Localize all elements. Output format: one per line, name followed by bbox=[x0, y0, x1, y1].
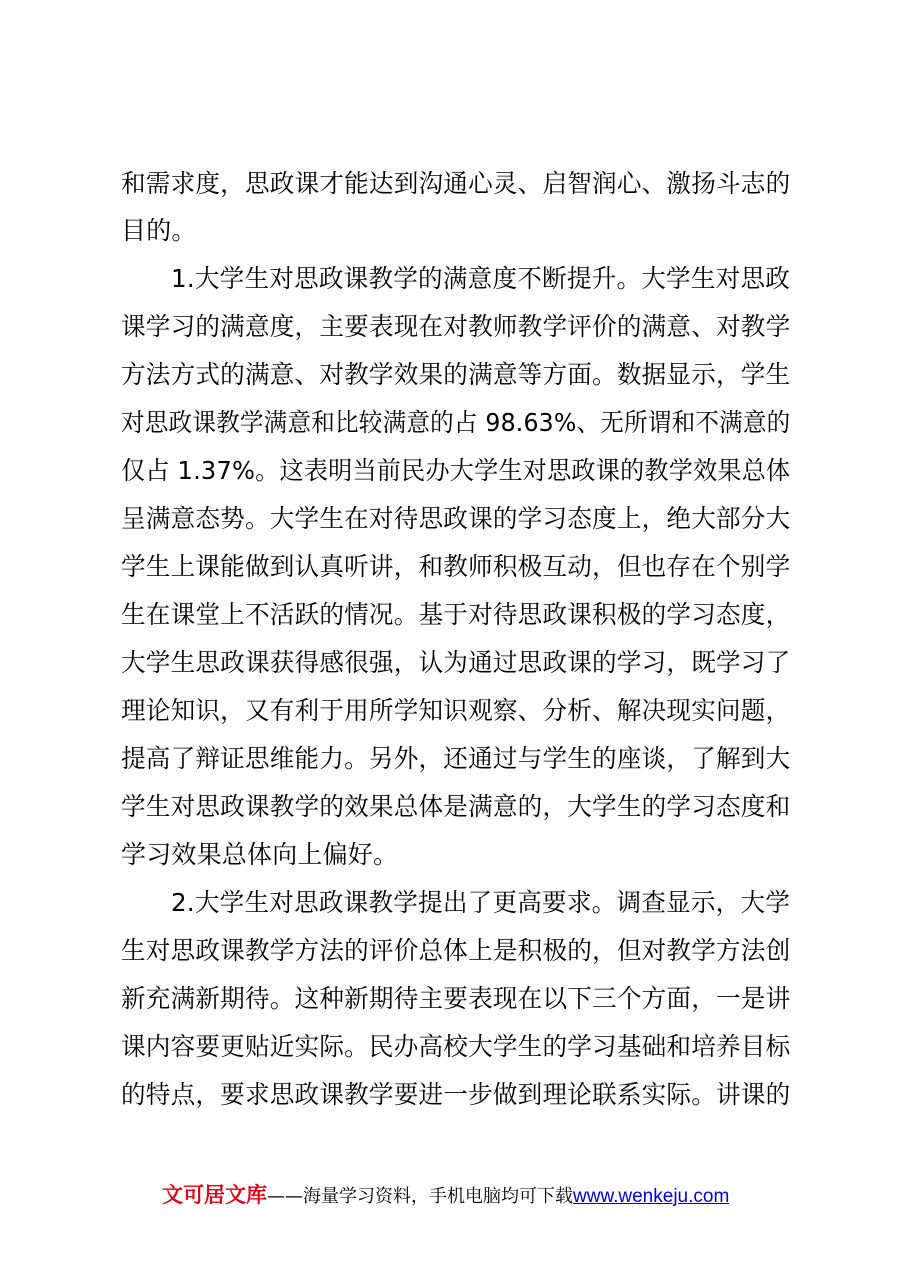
body-line: 的特点，要求思政课教学要进一步做到理论联系实际。讲课的 bbox=[121, 1080, 791, 1109]
body-line: 学生对思政课教学的效果总体是满意的，大学生的学习态度和 bbox=[121, 792, 791, 821]
body-line: 对思政课教学满意和比较满意的占 98.63%、无所谓和不满意的 bbox=[121, 408, 791, 437]
body-line: 提高了辩证思维能力。另外，还通过与学生的座谈，了解到大 bbox=[121, 744, 791, 773]
footer-website-link[interactable]: www.wenkeju.com bbox=[573, 1186, 730, 1207]
body-line: 理论知识，又有利于用所学知识观察、分析、解决现实问题， bbox=[121, 696, 791, 725]
body-line: 新充满新期待。这种新期待主要表现在以下三个方面，一是讲 bbox=[121, 984, 791, 1013]
body-line: 课内容要更贴近实际。民办高校大学生的学习基础和培养目标 bbox=[121, 1032, 791, 1061]
body-line: 学生上课能做到认真听讲，和教师积极互动，但也存在个别学 bbox=[121, 552, 791, 581]
body-line: 学习效果总体向上偏好。 bbox=[121, 840, 399, 869]
footer-tagline: ——海量学习资料，手机电脑均可下载 bbox=[267, 1186, 573, 1207]
body-line: 呈满意态势。大学生在对待思政课的学习态度上，绝大部分大 bbox=[121, 504, 791, 533]
paragraph-1-first-line: 1.大学生对思政课教学的满意度不断提升。大学生对思政 bbox=[171, 264, 791, 293]
page-footer bbox=[162, 1181, 729, 1211]
body-line: 目的。 bbox=[121, 216, 197, 245]
body-line: 仅占 1.37%。这表明当前民办大学生对思政课的教学效果总体 bbox=[121, 456, 791, 485]
body-line: 大学生思政课获得感很强，认为通过思政课的学习，既学习了 bbox=[121, 648, 791, 677]
body-line: 方法方式的满意、对教学效果的满意等方面。数据显示，学生 bbox=[121, 360, 791, 389]
body-line: 课学习的满意度，主要表现在对教师教学评价的满意、对教学 bbox=[121, 312, 791, 341]
body-line: 生在课堂上不活跃的情况。基于对待思政课积极的学习态度， bbox=[121, 600, 791, 629]
body-line: 生对思政课教学方法的评价总体上是积极的，但对教学方法创 bbox=[121, 936, 791, 965]
body-line: 和需求度，思政课才能达到沟通心灵、启智润心、激扬斗志的 bbox=[121, 169, 791, 198]
paragraph-2-first-line: 2.大学生对思政课教学提出了更高要求。调查显示，大学 bbox=[171, 888, 791, 917]
footer-brand: 文可居文库 bbox=[162, 1183, 267, 1207]
